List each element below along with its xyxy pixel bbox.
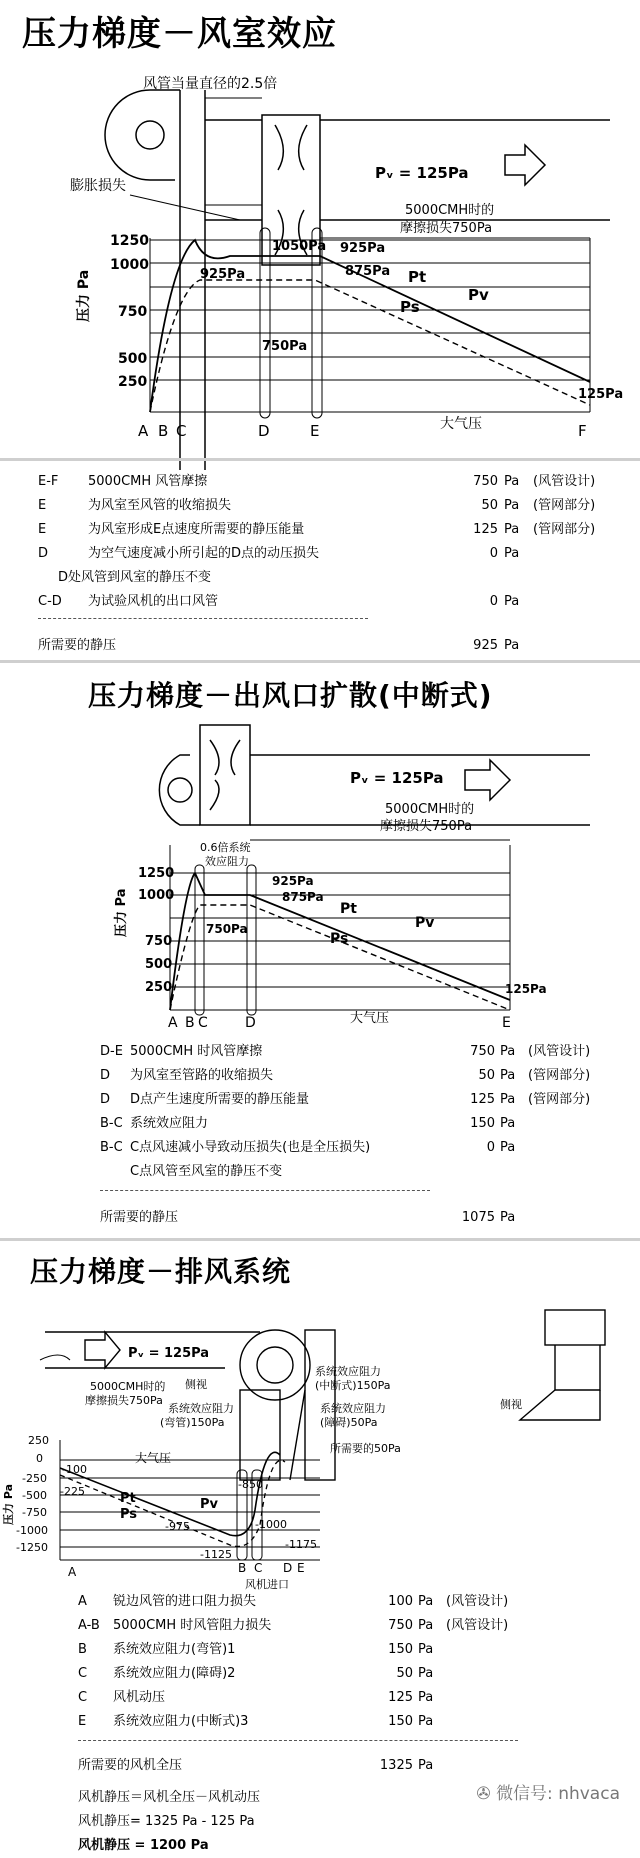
- friction-label-1: 5000CMH时的: [90, 1380, 166, 1393]
- table-row: B-C C点风速减小导致动压损失(也是全压损失) 0 Pa: [100, 1140, 516, 1155]
- s2-ytick: 1250: [138, 866, 175, 881]
- airflow-arrow-icon: [465, 760, 510, 800]
- ps-line: [60, 1460, 285, 1546]
- s3-m225: -225: [60, 1485, 85, 1498]
- s2-xtick: B: [185, 1015, 195, 1031]
- table-row: E-F 5000CMH 风管摩擦 750 Pa (风管设计): [38, 474, 596, 489]
- table-row: B 系统效应阻力(弯管)1 150 Pa: [78, 1642, 434, 1657]
- s2-pt: Pt: [340, 901, 357, 917]
- s3-ytick: -1000: [16, 1524, 48, 1537]
- section3-diagram: [0, 1290, 640, 1591]
- s3-table: [78, 1590, 618, 1858]
- s2-p125: 125Pa: [505, 982, 547, 996]
- s3-atm-label: 大气压: [135, 1451, 172, 1465]
- s3-xtick: C: [254, 1561, 263, 1575]
- airflow-arrow-icon: [85, 1332, 120, 1368]
- pv-label: Pᵥ = 125Pa: [350, 769, 444, 787]
- table-row: A 锐边风管的进口阻力损失 100 Pa (风管设计): [78, 1594, 509, 1609]
- table-row: C-D 为试验风机的出口风管 0 Pa: [38, 594, 520, 609]
- friction-label-2: 摩擦损失750Pa: [85, 1394, 163, 1407]
- sys-effect-label-2: 效应阻力: [205, 855, 249, 868]
- s1-p875: 875Pa: [345, 264, 391, 279]
- wechat-icon: ✇: [476, 1784, 497, 1804]
- s2-p875: 875Pa: [282, 890, 324, 904]
- s1-pv: Pv: [468, 286, 489, 304]
- table-row: C 系统效应阻力(障碍)2 50 Pa: [78, 1666, 434, 1681]
- duct-length-label: 风管当量直径的2.5倍: [143, 76, 278, 92]
- sys-elbow-label-1: 系统效应阻力: [168, 1402, 234, 1415]
- section2-diagram: [0, 715, 640, 1035]
- s3-m1175: -1175: [285, 1538, 317, 1551]
- s1-p125: 125Pa: [578, 387, 624, 402]
- s1-atm-label: 大气压: [440, 416, 482, 432]
- table-row: D-E 5000CMH 时风管摩擦 750 Pa (风管设计): [100, 1044, 591, 1059]
- s2-xtick: E: [502, 1015, 511, 1031]
- s3-grid: [60, 1440, 320, 1560]
- s1-axis-label: 压力 Pa: [76, 269, 92, 322]
- total-row: 所需要的静压 925 Pa: [38, 638, 520, 653]
- s1-xtick: D: [258, 422, 270, 440]
- table-row: E 为风室至风管的收缩损失 50 Pa (管网部分): [38, 498, 596, 513]
- s2-ytick: 1000: [138, 888, 175, 903]
- pv-label: Pᵥ = 125Pa: [128, 1346, 210, 1361]
- s1-p925b: 925Pa: [340, 241, 386, 256]
- need-50-label: 所需要的50Pa: [330, 1442, 401, 1455]
- s3-pt: Pt: [120, 1491, 136, 1506]
- s2-xtick: C: [198, 1015, 208, 1031]
- formula-line: 风机静压= 1325 Pa - 125 Pa: [78, 1814, 255, 1829]
- s2-ps: Ps: [330, 931, 349, 947]
- s3-m1125: -1125: [200, 1548, 232, 1561]
- s1-ytick: 500: [118, 351, 148, 367]
- inlet-arrow-icon: [40, 1355, 70, 1360]
- s1-pt: Pt: [408, 268, 427, 286]
- s3-xtick: B: [238, 1561, 247, 1575]
- s3-m850: -850: [238, 1478, 263, 1491]
- s1-ytick: 250: [118, 374, 148, 390]
- s3-ytick: -1250: [16, 1541, 48, 1554]
- s3-m975: -975: [165, 1520, 190, 1533]
- s3-xtick: E: [297, 1561, 305, 1575]
- formula-line: 风机静压 = 1200 Pa: [78, 1838, 209, 1853]
- pv-label: Pᵥ = 125Pa: [375, 164, 469, 182]
- s2-p750: 750Pa: [206, 922, 248, 936]
- friction-label-1: 5000CMH时的: [385, 802, 475, 817]
- ps-line: [150, 280, 590, 412]
- s1-xtick: B: [158, 422, 169, 440]
- side-view-label-2: 侧视: [500, 1398, 522, 1411]
- friction-label-2: 摩擦损失750Pa: [380, 819, 473, 834]
- s1-ytick: 1000: [110, 257, 149, 273]
- table-divider: [100, 1190, 430, 1191]
- table-row: C 风机动压 125 Pa: [78, 1690, 434, 1705]
- s3-xtick: D: [283, 1561, 293, 1575]
- s3-ytick: 250: [28, 1434, 49, 1447]
- friction-label-1: 5000CMH时的: [405, 203, 495, 218]
- separator: [0, 660, 640, 663]
- total-row: 所需要的风机全压 1325 Pa: [78, 1758, 434, 1773]
- table-row: D D点产生速度所需要的静压能量 125 Pa (管网部分): [100, 1092, 591, 1107]
- s3-ytick: -250: [22, 1472, 47, 1485]
- table-row: D处风管到风室的静压不变: [58, 570, 212, 585]
- s2-station-bars: [195, 865, 256, 1015]
- s2-ytick: 500: [145, 957, 173, 972]
- section2-title: 压力梯度－出风口扩散(中断式): [88, 679, 493, 712]
- table-row: E 系统效应阻力(中断式)3 150 Pa: [78, 1714, 434, 1729]
- table-row: E 为风室形成E点速度所需要的静压能量 125 Pa (管网部分): [38, 522, 596, 537]
- table-row: B-C 系统效应阻力 150 Pa: [100, 1116, 516, 1131]
- formula-line: 风机静压＝风机全压－风机动压: [78, 1790, 261, 1805]
- total-row: 所需要的静压 1075 Pa: [100, 1210, 516, 1225]
- s2-atm-label: 大气压: [350, 1011, 390, 1026]
- table-row: D 为空气速度减小所引起的D点的动压损失 0 Pa: [38, 546, 520, 561]
- sys-obst-label-1: 系统效应阻力: [320, 1402, 386, 1415]
- s3-ytick: 0: [36, 1452, 43, 1465]
- s3-xtick: A: [68, 1565, 77, 1579]
- section1-diagram: [0, 60, 640, 460]
- s1-xtick: F: [578, 422, 587, 440]
- separator: [0, 458, 640, 461]
- s1-ytick: 750: [118, 304, 148, 320]
- s1-table: [38, 470, 628, 658]
- s1-xtick: E: [310, 422, 320, 440]
- s3-pv: Pv: [200, 1497, 219, 1512]
- s1-p750: 750Pa: [262, 339, 308, 354]
- fan-housing: [105, 90, 610, 470]
- sys-obst-label-2: (障碍)50Pa: [320, 1416, 378, 1429]
- side-view-label: 侧视: [185, 1378, 207, 1391]
- table-row: C点风管至风室的静压不变: [130, 1164, 283, 1179]
- watermark: ✇ 微信号: nhvaca: [476, 1784, 620, 1804]
- separator: [0, 1238, 640, 1241]
- s3-m1000: -1000: [255, 1518, 287, 1531]
- s1-ps: Ps: [400, 298, 420, 316]
- s1-p1050: 1050Pa: [272, 239, 327, 254]
- s1-xtick: A: [138, 422, 149, 440]
- s2-xtick: D: [245, 1015, 256, 1031]
- s2-pv: Pv: [415, 915, 435, 931]
- airflow-arrow-icon: [505, 145, 545, 185]
- s3-ps: Ps: [120, 1507, 138, 1522]
- section3-title: 压力梯度－排风系统: [30, 1255, 292, 1288]
- s3-ytick: -500: [22, 1489, 47, 1502]
- fan-inlet-label: 风机进口: [245, 1578, 289, 1591]
- table-row: D 为风室至管路的收缩损失 50 Pa (管网部分): [100, 1068, 591, 1083]
- table-row: A-B 5000CMH 时风管阻力损失 750 Pa (风管设计): [78, 1618, 509, 1633]
- expansion-loss-label: 膨胀损失: [70, 178, 126, 194]
- s2-ytick: 750: [145, 934, 173, 949]
- table-divider: [38, 618, 368, 619]
- ps-line: [170, 905, 510, 1010]
- table-divider: [78, 1740, 518, 1741]
- sys-break-label-1: 系统效应阻力: [315, 1365, 381, 1378]
- s3-ytick: -750: [22, 1506, 47, 1519]
- s3-m100: -100: [62, 1463, 87, 1476]
- section1-title: 压力梯度－风室效应: [22, 14, 337, 54]
- s2-p925: 925Pa: [272, 874, 314, 888]
- sys-elbow-label-2: (弯管)150Pa: [160, 1416, 225, 1429]
- sys-effect-label-1: 0.6倍系统: [200, 841, 251, 854]
- s2-axis-label: 压力 Pa: [114, 888, 129, 937]
- sys-break-label-2: (中断式)150Pa: [315, 1379, 391, 1392]
- s3-axis-label: 压力 Pa: [2, 1483, 15, 1525]
- s2-table: [100, 1040, 620, 1230]
- s1-p925a: 925Pa: [200, 267, 246, 282]
- friction-label-2: 摩擦损失750Pa: [400, 221, 493, 236]
- s2-ytick: 250: [145, 980, 173, 995]
- s2-xtick: A: [168, 1015, 178, 1031]
- s1-xtick: C: [176, 422, 187, 440]
- s1-ytick: 1250: [110, 233, 149, 249]
